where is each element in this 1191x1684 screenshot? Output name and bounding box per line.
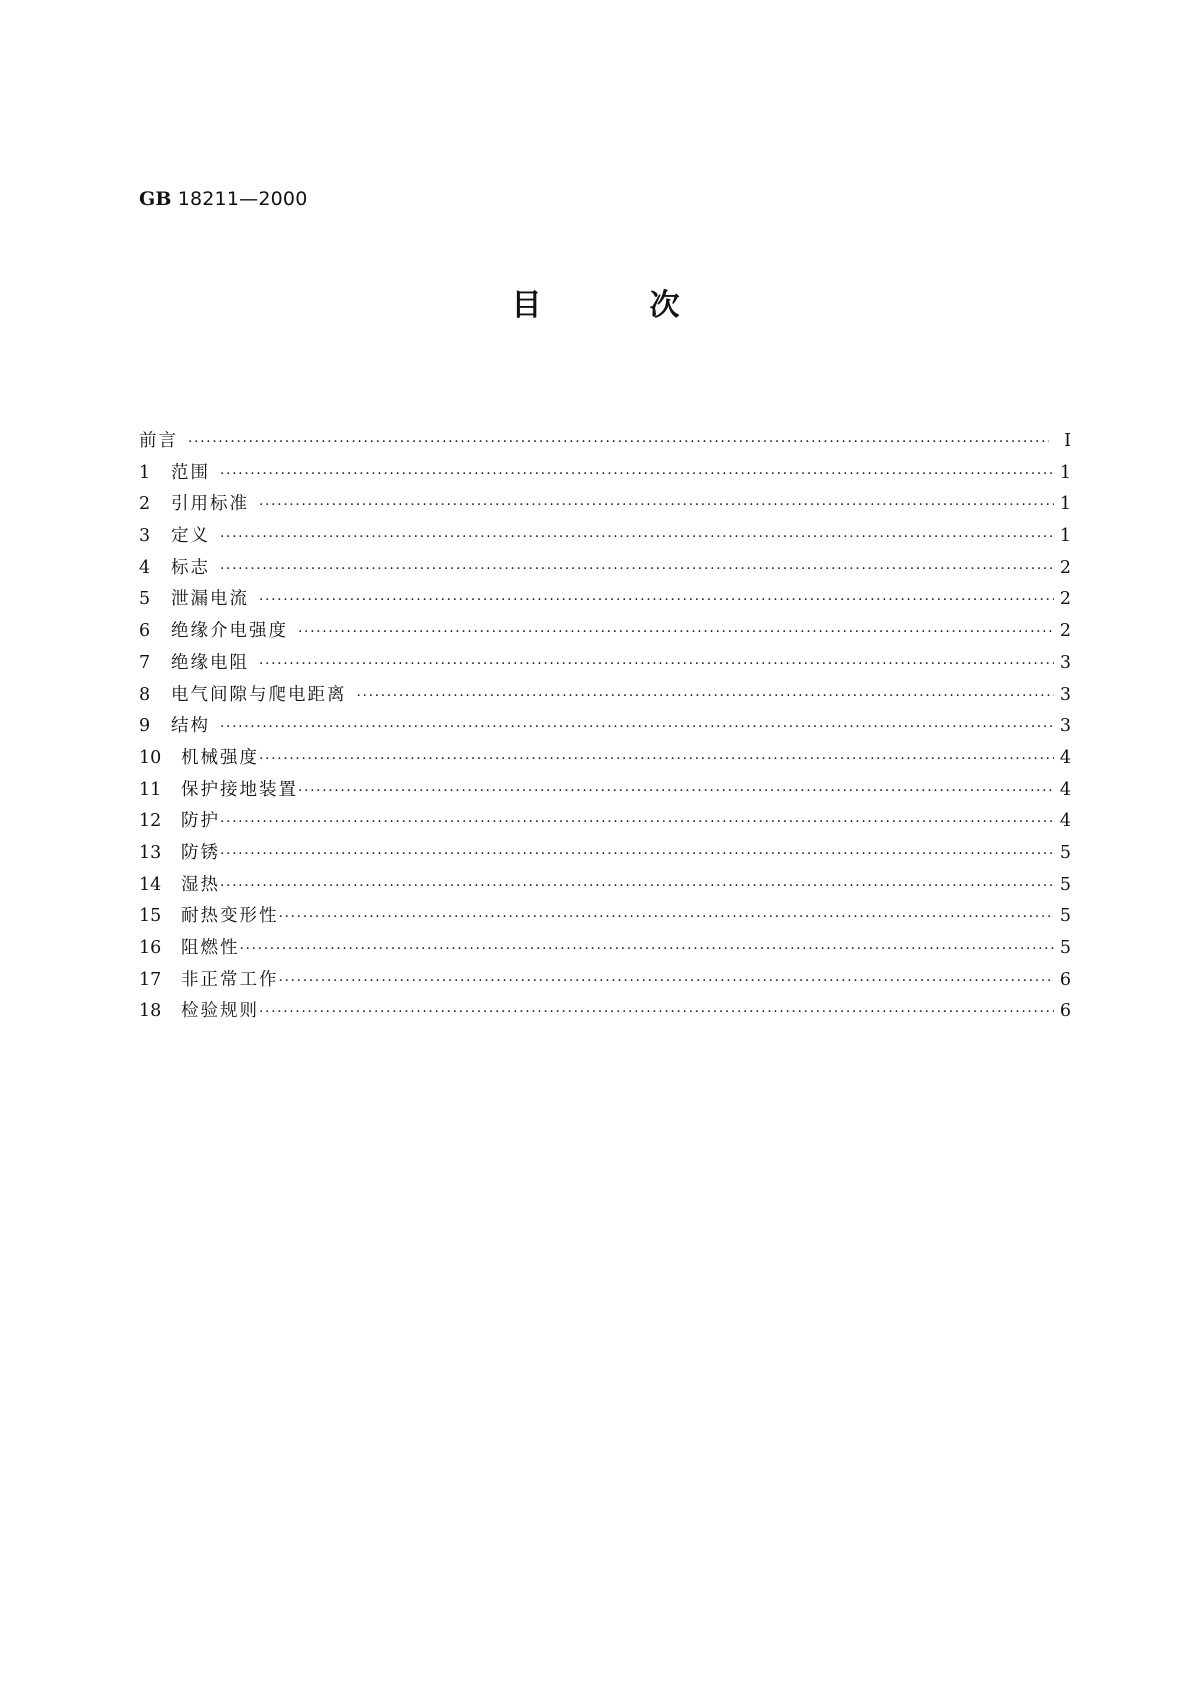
toc-leader-dots: [279, 973, 1054, 989]
toc-entry-label: 保护接地装置: [181, 779, 298, 800]
toc-entry-page: 3: [1059, 716, 1071, 737]
toc-entry-number: 14: [139, 874, 162, 895]
toc-entry-label: 定义: [171, 526, 210, 547]
toc-entry-page: 5: [1059, 842, 1071, 863]
toc-leader-dots: [220, 719, 1054, 735]
toc-leader-dots: [357, 688, 1054, 704]
standard-number-header: [139, 188, 307, 210]
toc-entry-label: 范围: [171, 462, 210, 483]
toc-entry-page: 5: [1059, 938, 1071, 958]
toc-entry[interactable]: [139, 902, 1071, 934]
toc-entry[interactable]: [139, 522, 1071, 554]
toc-entry-number: 18: [139, 1001, 162, 1022]
toc-entry-page: 5: [1059, 874, 1071, 895]
toc-entry[interactable]: [139, 997, 1071, 1029]
toc-entry-label: 结构: [171, 716, 210, 737]
toc-leader-dots: [259, 592, 1054, 608]
toc-entry[interactable]: [139, 681, 1071, 713]
toc-entry-label: 电气间隙与爬电距离: [171, 684, 347, 705]
toc-leader-dots: [220, 561, 1054, 577]
toc-entry-number: 9: [139, 716, 151, 737]
toc-entry-number: 8: [139, 684, 151, 705]
toc-entry[interactable]: [139, 554, 1071, 586]
toc-entry-page: 4: [1059, 779, 1071, 800]
toc-entry-label: 耐热变形性: [181, 906, 279, 927]
toc-entry-page: 6: [1059, 1001, 1071, 1022]
toc-entry-page: 4: [1059, 811, 1071, 832]
toc-entry-label: 前言: [139, 431, 178, 451]
toc-leader-dots: [298, 624, 1054, 640]
toc-entry-page: 3: [1059, 652, 1071, 673]
toc-entry-label: 引用标准: [171, 494, 249, 515]
toc-leader-dots: [188, 434, 1049, 450]
toc-entry-number: 2: [139, 494, 151, 515]
toc-leader-dots: [220, 814, 1054, 830]
toc-entry-label: 泄漏电流: [171, 589, 249, 610]
toc-title: [0, 280, 1191, 324]
toc-entry-page: 5: [1059, 906, 1071, 927]
toc-entry-page: 3: [1059, 684, 1071, 705]
toc-leader-dots: [279, 909, 1054, 925]
toc-entry-number: 5: [139, 589, 151, 610]
toc-list: [139, 427, 1071, 1029]
toc-entry-page: I: [1064, 431, 1071, 451]
toc-entry-page: 1: [1059, 526, 1071, 547]
toc-entry[interactable]: [139, 459, 1071, 491]
toc-entry-label: 机械强度: [181, 747, 259, 768]
toc-entry-number: 7: [139, 652, 151, 673]
toc-leader-dots: [220, 846, 1054, 862]
toc-entry[interactable]: [139, 934, 1071, 966]
toc-leader-dots: [220, 529, 1054, 545]
toc-entry-number: 1: [139, 462, 151, 483]
toc-entry[interactable]: [139, 744, 1071, 776]
toc-entry[interactable]: [139, 712, 1071, 744]
standard-number: 18211—2000: [177, 188, 308, 210]
standard-prefix: GB: [139, 188, 172, 210]
toc-entry-label: 绝缘介电强度: [171, 621, 288, 642]
toc-leader-dots: [298, 783, 1054, 799]
toc-entry-page: 2: [1059, 589, 1071, 610]
toc-entry-page: 4: [1059, 747, 1071, 768]
toc-entry-page: 1: [1059, 494, 1071, 515]
toc-entry-label: 湿热: [181, 874, 220, 895]
toc-entry[interactable]: [139, 839, 1071, 871]
toc-leader-dots: [240, 941, 1054, 957]
toc-title-char-1: 目: [511, 288, 542, 323]
toc-entry[interactable]: [139, 871, 1071, 903]
toc-entry-number: 15: [139, 906, 162, 927]
toc-entry-number: 6: [139, 621, 151, 642]
toc-entry-label: 防护: [181, 811, 220, 832]
toc-entry[interactable]: [139, 617, 1071, 649]
toc-entry[interactable]: [139, 807, 1071, 839]
toc-entry[interactable]: [139, 966, 1071, 998]
toc-entry-number: 11: [139, 779, 162, 800]
toc-leader-dots: [220, 466, 1054, 482]
toc-entry[interactable]: [139, 649, 1071, 681]
toc-entry-label: 防锈: [181, 842, 220, 863]
toc-entry-page: 2: [1059, 621, 1071, 642]
toc-entry[interactable]: [139, 490, 1071, 522]
toc-leader-dots: [259, 1004, 1054, 1020]
toc-leader-dots: [259, 656, 1054, 672]
toc-entry-label: 非正常工作: [181, 969, 279, 990]
toc-entry-label: 阻燃性: [181, 938, 240, 958]
toc-entry-label: 检验规则: [181, 1001, 259, 1022]
toc-leader-dots: [259, 497, 1054, 513]
toc-entry[interactable]: [139, 776, 1071, 808]
toc-entry-page: 2: [1059, 557, 1071, 578]
toc-entry[interactable]: [139, 427, 1071, 459]
toc-title-char-2: 次: [649, 288, 680, 323]
toc-entry[interactable]: [139, 585, 1071, 617]
toc-leader-dots: [220, 878, 1054, 894]
toc-entry-number: 17: [139, 969, 162, 990]
toc-leader-dots: [259, 751, 1054, 767]
toc-entry-page: 6: [1059, 969, 1071, 990]
toc-entry-number: 13: [139, 842, 162, 863]
toc-entry-number: 16: [139, 938, 162, 958]
toc-entry-number: 10: [139, 747, 162, 768]
toc-entry-label: 绝缘电阻: [171, 652, 249, 673]
toc-entry-number: 4: [139, 557, 151, 578]
toc-entry-label: 标志: [171, 557, 210, 578]
toc-entry-page: 1: [1059, 462, 1071, 483]
toc-entry-number: 3: [139, 526, 151, 547]
toc-entry-number: 12: [139, 811, 162, 832]
